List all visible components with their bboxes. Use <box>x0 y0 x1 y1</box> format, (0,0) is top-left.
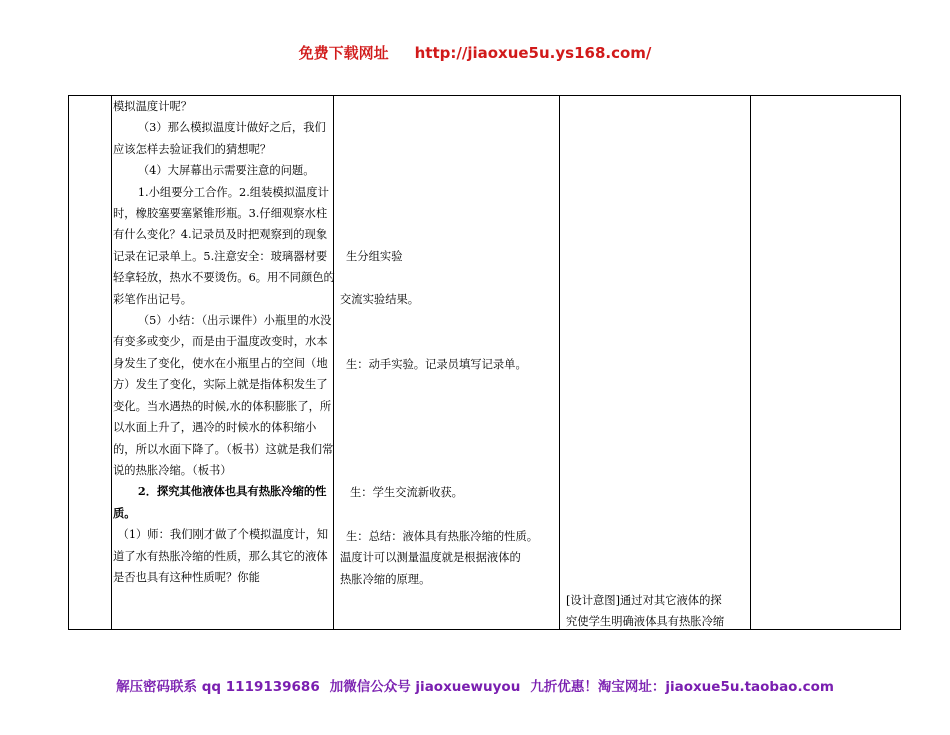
student-activity-item: 交流实验结果。 <box>340 293 420 306</box>
teacher-text-line: 模拟温度计呢？ <box>113 100 193 113</box>
teacher-text-line: （1）师：我们刚才做了个模拟温度计，知道了水有热胀冷缩的性质，那么其它的液体是否也具有这种性质呢？你能 <box>113 528 329 584</box>
student-activity-item: 生：动手实验。记录员填写记录单。 <box>346 358 527 371</box>
teacher-text-line: （4）大屏幕出示需要注意的问题。 <box>137 164 315 178</box>
footer-contact-line <box>0 675 950 695</box>
student-activity-item: 生分组实验 <box>346 250 403 263</box>
student-activity-item: 生：总结：液体具有热胀冷缩的性质。 温度计可以测量温度就是根据液体的 热胀冷缩的原理。 <box>340 530 539 586</box>
teacher-section-heading: 2．探究其他液体也具有热胀冷缩的性质。 <box>113 484 327 520</box>
header-label: 免费下载网址 <box>298 44 389 62</box>
footer-wechat: 加微信公众号 jiaoxuewuyou <box>329 679 521 695</box>
table-column-divider <box>111 96 112 629</box>
lesson-plan-table <box>68 95 901 630</box>
teacher-activity-cell <box>113 96 337 588</box>
student-activity-item: 生：学生交流新收获。 <box>350 486 463 499</box>
teacher-text-line: （3）那么模拟温度计做好之后，我们应该怎样去验证我们的猜想呢？ <box>113 121 326 156</box>
teacher-text-line: （5）小结：（出示课件）小瓶里的水没有变多或变少，而是由于温度改变时，水本身发生了变化，使水在小瓶里占的空间（地方）发生了变化，实际上就是指体积发生了变化。当水遇热的时候,水的体积膨胀了，所以水面上升了，遇冷的时候水的体积缩小的，所以水面下降了。（板书）这就是我们常说的热胀冷缩。（板书） <box>113 314 334 477</box>
header-download-line <box>0 42 950 63</box>
teacher-text-line: 1.小组要分工合作。2.组装模拟温度计时，橡胶塞要塞紧锥形瓶。3.仔细观察水柱有什么变化？4.记录员及时把观察到的现象记录在记录单上。5.注意安全：玻璃器材要轻拿轻放，热水不要烫伤。6。用不同颜色的彩笔作出记号。 <box>113 185 335 306</box>
footer-taobao-link[interactable]: 九折优惠！淘宝网址：jiaoxue5u.taobao.com <box>530 679 834 695</box>
table-column-divider <box>750 96 751 629</box>
footer-password-contact: 解压密码联系 qq 1119139686 <box>116 679 320 695</box>
header-url-link[interactable]: http://jiaoxue5u.ys168.com/ <box>414 44 652 62</box>
design-intent-cell: [设计意图]通过对其它液体的探 究使学生明确液体具有热胀冷缩 <box>566 594 725 629</box>
